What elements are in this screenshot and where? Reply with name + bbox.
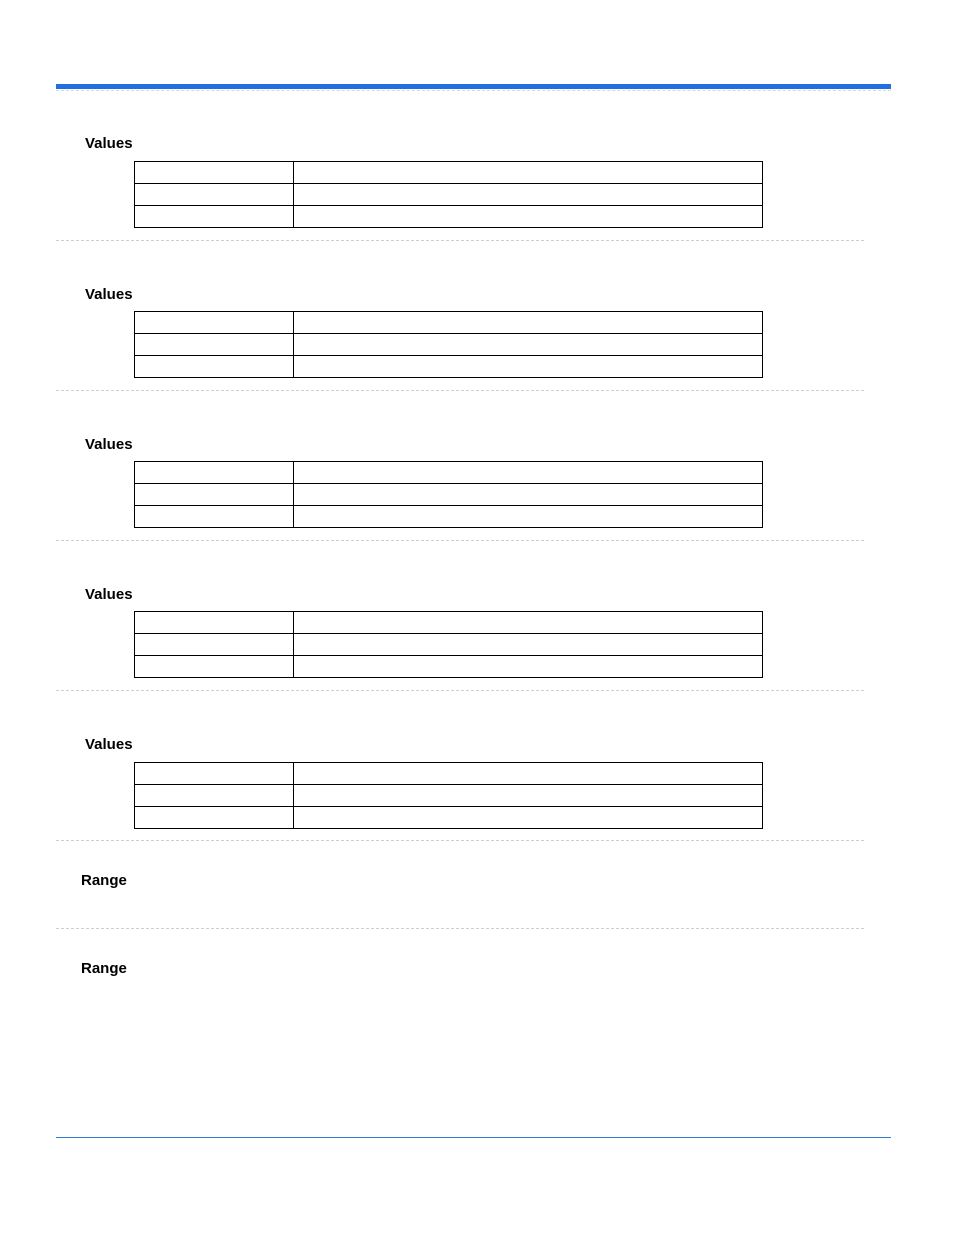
table-cell bbox=[294, 656, 763, 678]
table-row bbox=[135, 206, 763, 228]
table-cell bbox=[135, 656, 294, 678]
footer-rule bbox=[56, 1137, 891, 1138]
table-row bbox=[135, 312, 763, 334]
table-row bbox=[135, 763, 763, 785]
table-cell bbox=[135, 462, 294, 484]
table-row bbox=[135, 785, 763, 807]
section-divider bbox=[56, 540, 864, 541]
table-row bbox=[135, 484, 763, 506]
values-heading: Values bbox=[85, 586, 133, 603]
table-row bbox=[135, 334, 763, 356]
table-cell bbox=[135, 612, 294, 634]
table-row bbox=[135, 356, 763, 378]
values-heading: Values bbox=[85, 286, 133, 303]
header-rule bbox=[56, 84, 891, 89]
table-cell bbox=[135, 334, 294, 356]
range-heading: Range bbox=[81, 960, 127, 977]
table-cell bbox=[294, 184, 763, 206]
table-cell bbox=[135, 634, 294, 656]
table-cell bbox=[135, 206, 294, 228]
section-divider bbox=[56, 928, 864, 929]
table-cell bbox=[135, 356, 294, 378]
table-cell bbox=[135, 506, 294, 528]
table-row bbox=[135, 506, 763, 528]
section-divider bbox=[56, 840, 864, 841]
table-cell bbox=[135, 312, 294, 334]
table-cell bbox=[294, 763, 763, 785]
values-heading: Values bbox=[85, 736, 133, 753]
table-row bbox=[135, 462, 763, 484]
table-cell bbox=[135, 763, 294, 785]
values-table bbox=[134, 762, 763, 829]
table-cell bbox=[294, 807, 763, 829]
table-row bbox=[135, 807, 763, 829]
table-cell bbox=[294, 506, 763, 528]
table-row bbox=[135, 656, 763, 678]
table-row bbox=[135, 184, 763, 206]
table-cell bbox=[294, 206, 763, 228]
range-heading: Range bbox=[81, 872, 127, 889]
values-table bbox=[134, 161, 763, 228]
table-cell bbox=[135, 807, 294, 829]
table-cell bbox=[294, 162, 763, 184]
table-row bbox=[135, 162, 763, 184]
table-cell bbox=[135, 162, 294, 184]
table-cell bbox=[294, 462, 763, 484]
header-dashed-divider bbox=[56, 90, 891, 91]
values-heading: Values bbox=[85, 135, 133, 152]
table-cell bbox=[294, 312, 763, 334]
table-cell bbox=[135, 184, 294, 206]
table-cell bbox=[294, 612, 763, 634]
table-row bbox=[135, 634, 763, 656]
section-divider bbox=[56, 240, 864, 241]
table-cell bbox=[294, 785, 763, 807]
values-heading: Values bbox=[85, 436, 133, 453]
table-row bbox=[135, 612, 763, 634]
table-cell bbox=[135, 484, 294, 506]
values-table bbox=[134, 611, 763, 678]
values-table bbox=[134, 461, 763, 528]
table-cell bbox=[294, 634, 763, 656]
section-divider bbox=[56, 690, 864, 691]
values-table bbox=[134, 311, 763, 378]
table-cell bbox=[135, 785, 294, 807]
section-divider bbox=[56, 390, 864, 391]
table-cell bbox=[294, 334, 763, 356]
table-cell bbox=[294, 356, 763, 378]
table-cell bbox=[294, 484, 763, 506]
